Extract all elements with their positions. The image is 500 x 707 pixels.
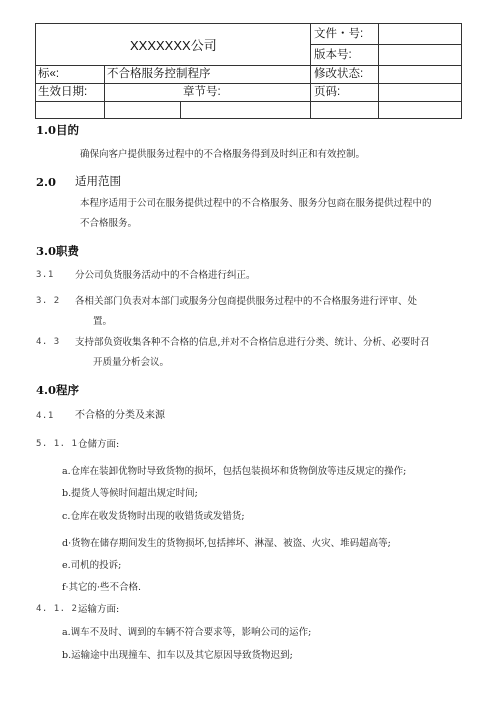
transport-item: a.调车不及时、调到的车辆不符合要求等，影响公司的运作; (62, 627, 312, 638)
transport-label: 运输方面: (78, 604, 120, 615)
section-1-text: 确保向客户提供服务过程中的不合格服务得到及时纠正和有效控制。 (80, 149, 366, 160)
table-divider (180, 101, 181, 119)
section-1-heading: 1.0目的 (36, 123, 80, 137)
table-border-top (35, 23, 462, 24)
storage-item: d·货物在储存期间发生的货物损坏,包括摔坏、淋湿、被盗、火灾、堆码超高等; (62, 538, 391, 549)
file-number-label: 文件・号: (314, 28, 364, 40)
section-2-number: 2.0 (36, 175, 57, 189)
storage-label: 仓储方面: (78, 439, 120, 450)
table-divider (104, 65, 105, 119)
storage-item: f·其它的·些不合格. (62, 582, 142, 593)
section-2-line-2: 不合格服务。 (80, 218, 138, 229)
section-3-heading: 3.0职费 (36, 244, 80, 258)
page-label: 页码: (314, 86, 341, 98)
storage-item: e.司机的投诉; (62, 560, 122, 571)
section-4-heading: 4.0程序 (36, 383, 80, 397)
item-3-2-number: 3. 2 (36, 296, 60, 306)
table-border-bottom (35, 118, 462, 119)
item-3-3-number: 4. 3 (36, 337, 60, 347)
table-divider (35, 101, 462, 102)
title-value: 不合格服务控制程序 (107, 68, 211, 80)
item-3-2-line-2: 置。 (93, 316, 113, 327)
item-3-2-line-1: 各相关部门负表对本部门或服务分包商提供服务过程中的不合格服务进行评审、处 (75, 296, 418, 307)
table-divider (310, 23, 311, 119)
storage-item: c.仓库在收发货物时出现的收错货或发错货; (62, 511, 245, 522)
item-3-3-line-2: 开质量分析会议。 (93, 357, 170, 368)
storage-item: b.提货人等候时间超出规定时间; (62, 488, 198, 499)
company-name: XXXXXXX公司 (130, 38, 217, 53)
table-divider (310, 44, 462, 45)
chapter-label: 章节号: (183, 86, 221, 98)
table-border-left (35, 23, 36, 119)
document-header-table (35, 23, 462, 118)
table-divider (35, 83, 462, 84)
transport-item: b.运输途中出现撞车、扣车以及其它原因导致货物迟到; (62, 650, 293, 661)
item-3-3-line-1: 支持部负资收集各种不合格的信息,并对不合格信息进行分类、统计、分析、必要时召 (75, 337, 430, 348)
transport-number: 4. 1. 2 (36, 604, 78, 614)
storage-item: a.仓库在装卸优物时导致货物的损坏，包括包装损坏和货物倒放等违反规定的操作; (62, 466, 407, 477)
item-3-1-text: 分公司负货服务活动中的不合格进行纠正。 (75, 270, 256, 281)
table-divider (378, 23, 379, 119)
storage-number: 5. 1. 1 (36, 439, 78, 449)
title-label: 标«: (38, 68, 60, 80)
subsection-4-1-heading: 不合格的分类及来源 (75, 410, 165, 421)
item-3-1-number: 3.1 (36, 270, 54, 280)
version-label: 版本号: (314, 49, 352, 61)
section-2-line-1: 本程序适用于公司在服务提供过程中的不合格服务、服务分包商在服务提供过程中的 (80, 198, 432, 209)
table-divider (35, 65, 462, 66)
effective-date-label: 生效日期: (38, 86, 88, 98)
subsection-4-1-number: 4.1 (36, 411, 54, 421)
table-border-right (461, 23, 462, 119)
section-2-heading: 适用范围 (75, 176, 121, 188)
revision-label: 修改状态: (314, 68, 364, 80)
